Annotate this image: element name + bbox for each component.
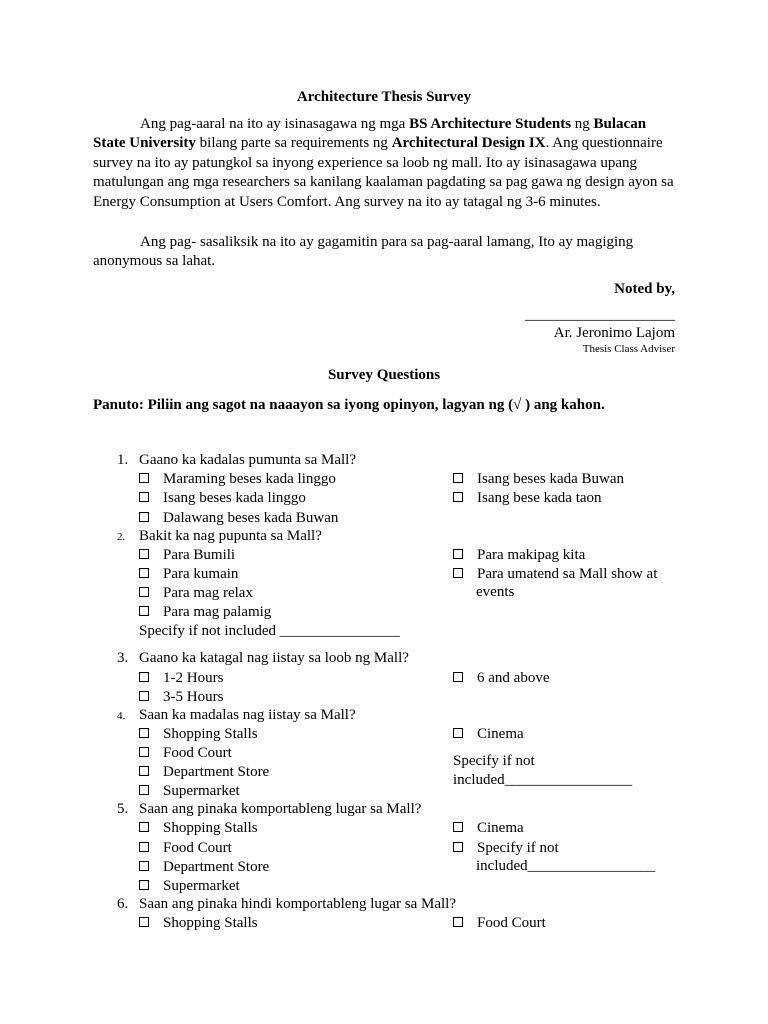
question-5-text: Saan ang pinaka komportableng lugar sa Mall? — [139, 801, 422, 817]
q4-specify-field[interactable]: included_________________ — [453, 772, 633, 788]
checkbox-icon[interactable] — [453, 822, 463, 832]
question-6-text: Saan ang pinaka hindi komportableng lugar sa Mall? — [139, 896, 456, 912]
checkbox-icon[interactable] — [139, 691, 149, 701]
q4-option[interactable]: Cinema — [453, 725, 524, 744]
question-5-number: 5. — [117, 801, 129, 817]
checkbox-icon[interactable] — [453, 492, 463, 502]
q4-option[interactable]: Shopping Stalls — [139, 725, 258, 744]
noted-by-label: Noted by, — [614, 281, 675, 297]
q2-specify[interactable]: Specify if not included ________________ — [139, 623, 400, 639]
adviser-name: Ar. Jeronimo Lajom — [553, 325, 675, 341]
checkbox-icon[interactable] — [139, 861, 149, 871]
q5-option[interactable]: Cinema — [453, 819, 524, 838]
q2-option[interactable]: Para mag palamig — [139, 603, 271, 622]
q2-option-continued: events — [476, 584, 515, 600]
checkbox-icon[interactable] — [139, 822, 149, 832]
question-3-number: 3. — [117, 650, 129, 666]
checkbox-icon[interactable] — [453, 842, 463, 852]
q2-option[interactable]: Para umatend sa Mall show at — [453, 565, 657, 584]
q3-option[interactable]: 1-2 Hours — [139, 669, 223, 688]
page-title: Architecture Thesis Survey — [296, 89, 472, 105]
q3-option[interactable]: 3-5 Hours — [139, 688, 223, 707]
q3-option[interactable]: 6 and above — [453, 669, 549, 688]
checkbox-icon[interactable] — [453, 672, 463, 682]
checkbox-icon[interactable] — [139, 728, 149, 738]
checkbox-icon[interactable] — [139, 917, 149, 927]
checkbox-icon[interactable] — [139, 747, 149, 757]
checkbox-icon[interactable] — [139, 606, 149, 616]
adviser-role: Thesis Class Adviser — [582, 343, 675, 355]
q5-specify-field[interactable]: included_________________ — [476, 858, 656, 874]
question-4-number: 4. — [117, 710, 126, 722]
checkbox-icon[interactable] — [139, 587, 149, 597]
checkbox-icon[interactable] — [453, 473, 463, 483]
checkbox-icon[interactable] — [453, 728, 463, 738]
question-6-number: 6. — [117, 896, 129, 912]
q5-option[interactable]: Food Court — [139, 839, 232, 858]
checkbox-icon[interactable] — [139, 842, 149, 852]
q4-option[interactable]: Food Court — [139, 744, 232, 763]
question-4-text: Saan ka madalas nag iistay sa Mall? — [139, 707, 356, 723]
checkbox-icon[interactable] — [453, 917, 463, 927]
q4-specify-label: Specify if not — [453, 753, 535, 769]
checkbox-icon[interactable] — [139, 549, 149, 559]
q1-option[interactable]: Isang beses kada linggo — [139, 489, 306, 508]
intro-paragraph-1: Ang pag-aaral na ito ay isinasagawa ng mga BS Architecture Students ng Bulacan State University bilang parte sa requirements ng Architectural Design IX. Ang questionnaire survey na ito ay patungkol sa inyong experience sa loob ng mall. Ito ay isinasagawa upang matulungan ang mga researchers sa kanilang kaalaman pagdating sa pag gawa ng design ayon sa Energy Consumption at Users Comfort. Ang survey na ito ay tatagal ng 3-6 minutes. — [93, 116, 674, 210]
q2-option[interactable]: Para makipag kita — [453, 546, 585, 565]
checkbox-icon[interactable] — [139, 880, 149, 890]
checkbox-icon[interactable] — [139, 473, 149, 483]
survey-heading: Survey Questions — [327, 367, 441, 383]
checkbox-icon[interactable] — [139, 785, 149, 795]
q1-option[interactable]: Isang beses kada Buwan — [453, 470, 624, 489]
q6-option[interactable]: Shopping Stalls — [139, 914, 258, 933]
q4-option[interactable]: Supermarket — [139, 782, 240, 801]
intro-paragraph-2: Ang pag- sasaliksik na ito ay gagamitin para sa pag-aaral lamang, Ito ay magiging anonymous sa lahat. — [93, 234, 634, 270]
q1-option[interactable]: Isang bese kada taon — [453, 489, 602, 508]
q1-option[interactable]: Dalawang beses kada Buwan — [139, 509, 338, 528]
instructions: Panuto: Piliin ang sagot na naaayon sa iyong opinyon, lagyan ng (√ ) ang kahon. — [93, 397, 605, 413]
checkbox-icon[interactable] — [139, 766, 149, 776]
question-3-text: Gaano ka katagal nag iistay sa loob ng Mall? — [139, 650, 409, 666]
q2-option[interactable]: Para kumain — [139, 565, 238, 584]
q5-option[interactable]: Shopping Stalls — [139, 819, 258, 838]
question-1-text: Gaano ka kadalas pumunta sa Mall? — [139, 452, 357, 468]
checkbox-icon[interactable] — [139, 512, 149, 522]
question-2-text: Bakit ka nag pupunta sa Mall? — [139, 528, 322, 544]
q1-option[interactable]: Maraming beses kada linggo — [139, 470, 336, 489]
q5-option[interactable]: Department Store — [139, 858, 269, 877]
question-1-number: 1. — [117, 452, 129, 468]
signature-line: ____________________ — [525, 307, 675, 323]
checkbox-icon[interactable] — [139, 672, 149, 682]
checkbox-icon[interactable] — [453, 549, 463, 559]
checkbox-icon[interactable] — [139, 492, 149, 502]
q2-option[interactable]: Para mag relax — [139, 584, 253, 603]
q6-option[interactable]: Food Court — [453, 914, 546, 933]
q5-option[interactable]: Specify if not — [453, 839, 559, 858]
q4-option[interactable]: Department Store — [139, 763, 269, 782]
checkbox-icon[interactable] — [139, 568, 149, 578]
q2-option[interactable]: Para Bumili — [139, 546, 235, 565]
question-2-number: 2. — [117, 531, 126, 543]
q5-option[interactable]: Supermarket — [139, 877, 240, 896]
checkbox-icon[interactable] — [453, 568, 463, 578]
